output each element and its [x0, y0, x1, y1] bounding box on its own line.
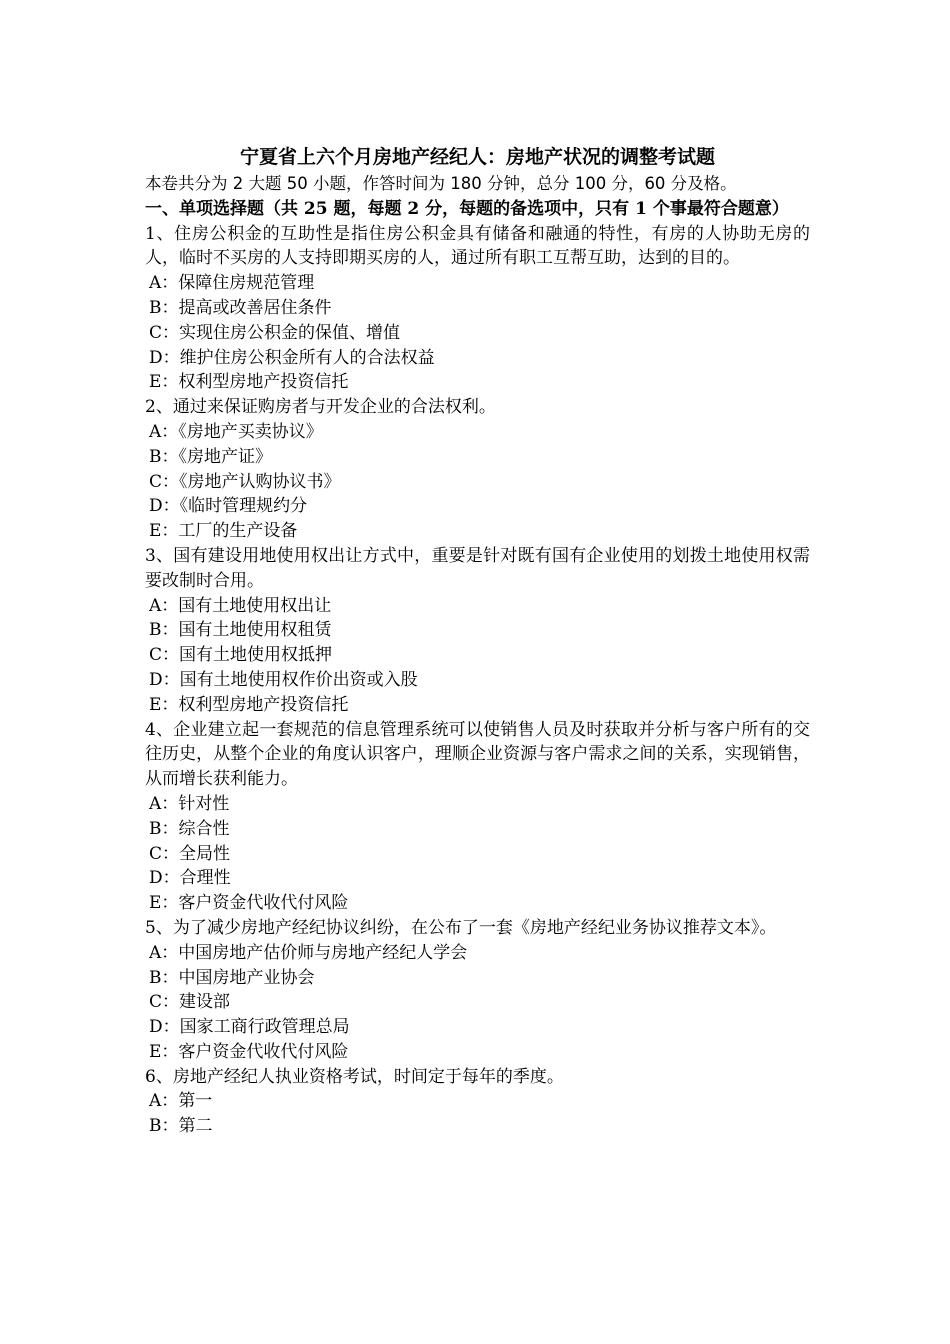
- answer-option: E：权利型房地产投资信托: [149, 372, 349, 393]
- option-list: [145, 271, 810, 395]
- question-stem: 2、通过来保证购房者与开发企业的合法权利。: [145, 397, 496, 418]
- answer-option: A：《房地产买卖协议》: [149, 421, 323, 442]
- answer-option: B：中国房地产业协会: [149, 967, 315, 988]
- question-item: [145, 544, 810, 718]
- question-stem: 3、国有建设用地使用权出让方式中，重要是针对既有国有企业使用的划拨土地使用权需要改制时合用。: [145, 545, 810, 591]
- answer-option: E：客户资金代收代付风险: [149, 1041, 349, 1062]
- answer-option: A：第一: [149, 1091, 213, 1112]
- option-list: [145, 792, 810, 916]
- question-item: [145, 916, 810, 1065]
- answer-option: C：《房地产认购协议书》: [149, 471, 341, 492]
- question-item: [145, 1065, 810, 1139]
- answer-option: D：维护住房公积金所有人的合法权益: [149, 347, 435, 368]
- answer-option: D：《临时管理规约分: [149, 496, 308, 517]
- answer-option: A：中国房地产估价师与房地产经纪人学会: [149, 942, 468, 963]
- answer-option: D：合理性: [149, 868, 231, 889]
- answer-option: A：针对性: [149, 793, 230, 814]
- exam-intro: 本卷共分为 2 大题 50 小题，作答时间为 180 分钟，总分 100 分，60 分及格。: [145, 174, 737, 193]
- option-list: [145, 1089, 810, 1139]
- answer-option: E：权利型房地产投资信托: [149, 694, 349, 715]
- document-page: [145, 142, 810, 1139]
- answer-option: D：国有土地使用权作价出资或入股: [149, 669, 418, 690]
- option-list: [145, 420, 810, 544]
- answer-option: C：实现住房公积金的保值、增值: [149, 322, 401, 343]
- answer-option: A：保障住房规范管理: [149, 273, 315, 294]
- option-list: [145, 594, 810, 718]
- question-item: [145, 222, 810, 396]
- question-list: [145, 222, 810, 1139]
- question-item: [145, 718, 810, 916]
- answer-option: B：提高或改善居住条件: [149, 297, 332, 318]
- answer-option: E：客户资金代收代付风险: [149, 893, 349, 914]
- question-stem: 5、为了减少房地产经纪协议纠纷，在公布了一套《房地产经纪业务协议推荐文本》。: [145, 917, 777, 938]
- question-stem: 4、企业建立起一套规范的信息管理系统可以使销售人员及时获取并分析与客户所有的交往历史，从整个企业的角度认识客户，理顺企业资源与客户需求之间的关系，实现销售，从而增长获利能力。: [145, 719, 810, 790]
- answer-option: D：国家工商行政管理总局: [149, 1017, 350, 1038]
- answer-option: B：国有土地使用权租赁: [149, 620, 332, 641]
- answer-option: B：《房地产证》: [149, 446, 272, 467]
- question-stem: 6、房地产经纪人执业资格考试，时间定于每年的季度。: [145, 1066, 564, 1087]
- section-heading: 一、单项选择题（共 25 题，每题 2 分，每题的备选项中，只有 1 个事最符合题意）: [145, 198, 789, 219]
- answer-option: B：综合性: [149, 818, 230, 839]
- option-list: [145, 941, 810, 1065]
- question-item: [145, 395, 810, 544]
- answer-option: B：第二: [149, 1116, 213, 1137]
- answer-option: C：建设部: [149, 992, 231, 1013]
- document-title: 宁夏省上六个月房地产经纪人：房地产状况的调整考试题: [239, 146, 715, 168]
- answer-option: C：国有土地使用权抵押: [149, 645, 333, 666]
- answer-option: E：工厂的生产设备: [149, 521, 298, 542]
- question-stem: 1、住房公积金的互助性是指住房公积金具有储备和融通的特性，有房的人协助无房的人，临时不买房的人支持即期买房的人，通过所有职工互帮互助，达到的目的。: [145, 223, 810, 269]
- answer-option: A：国有土地使用权出让: [149, 595, 332, 616]
- answer-option: C：全局性: [149, 843, 231, 864]
